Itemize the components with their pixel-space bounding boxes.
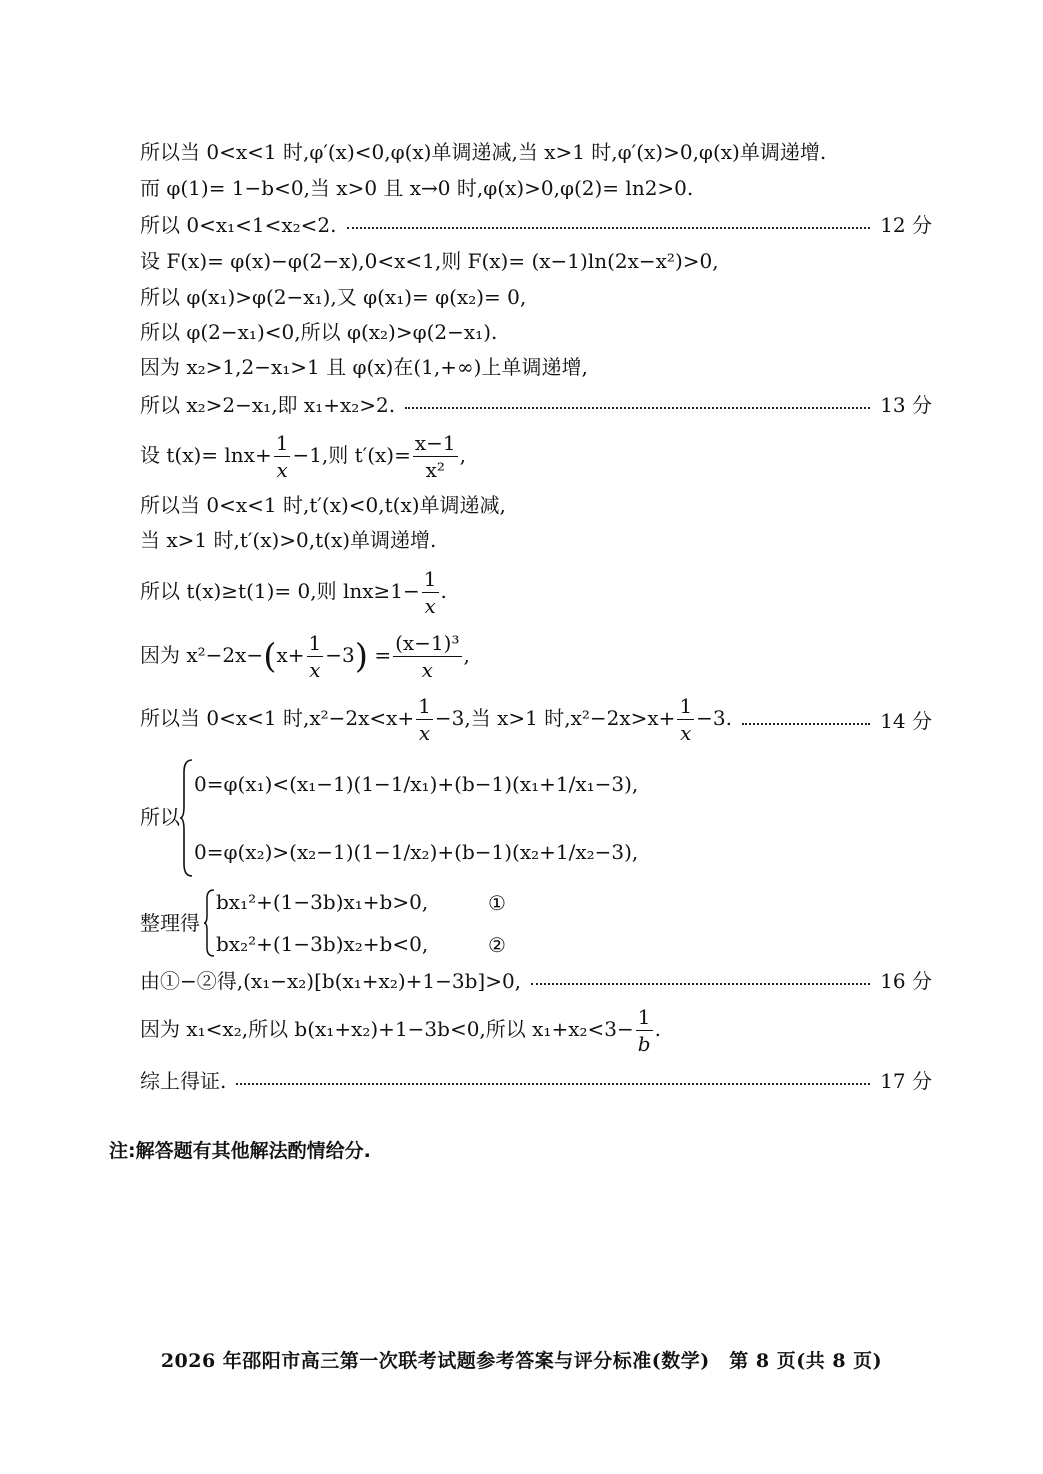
- line-9-pre: 设 t(x)= lnx+: [140, 443, 272, 467]
- dot-leader: [531, 982, 870, 985]
- circled-number-1: ①: [488, 891, 506, 915]
- line-16-post: .: [654, 1017, 661, 1041]
- line-9-mid: −1,则 t′(x)=: [292, 443, 411, 467]
- dot-leader: [405, 406, 870, 409]
- line-4: 设 F(x)= φ(x)−φ(2−x),0<x<1,则 F(x)= (x−1)ln(2x−x²)>0,: [140, 249, 719, 273]
- line-14-mid: −3,当 x>1 时,x²−2x>x+: [434, 705, 676, 730]
- denominator: b: [637, 1032, 651, 1056]
- dot-leader: [742, 722, 870, 725]
- line-9: [140, 430, 466, 480]
- dot-leader: [236, 1082, 870, 1085]
- equals: =: [374, 643, 392, 667]
- right-paren: ): [354, 636, 368, 677]
- line-5: 所以 φ(x₁)>φ(2−x₁),又 φ(x₁)= φ(x₂)= 0,: [140, 285, 527, 309]
- score-14: 14 分: [880, 708, 932, 733]
- numerator: 1: [418, 693, 431, 718]
- system-1-row-1: 0=φ(x₁)<(x₁−1)(1−1/x₁)+(b−1)(x₁+1/x₁−3),: [194, 772, 639, 796]
- line-12-post: .: [440, 579, 447, 603]
- fraction: [416, 695, 433, 744]
- grading-note: 注:解答题有其他解法酌情给分.: [109, 1140, 371, 1162]
- denominator: x²: [425, 458, 445, 482]
- numerator: 1: [308, 631, 322, 655]
- line-14-post: −3.: [696, 705, 733, 730]
- score-13: 13 分: [880, 392, 932, 417]
- line-13-post: ,: [463, 643, 470, 667]
- fraction: [677, 695, 694, 744]
- line-1: 所以当 0<x<1 时,φ′(x)<0,φ(x)单调递减,当 x>1 时,φ′(x)>0,φ(x)单调递增.: [140, 140, 827, 164]
- line-13-in-pre: x+: [276, 643, 305, 667]
- left-paren: (: [263, 636, 277, 677]
- line-16-pre: 因为 x₁<x₂,所以 b(x₁+x₂)+1−3b<0,所以 x₁+x₂<3−: [140, 1017, 634, 1041]
- line-17: [140, 1062, 932, 1096]
- system-1-label: 所以: [140, 805, 180, 829]
- denominator: x: [309, 658, 321, 682]
- fraction: [393, 632, 461, 681]
- line-12: [140, 566, 447, 616]
- line-8: [140, 386, 932, 420]
- system-1-row-2: 0=φ(x₂)>(x₂−1)(1−1/x₂)+(b−1)(x₂+1/x₂−3),: [194, 840, 639, 864]
- system-2-label: 整理得: [140, 911, 200, 935]
- fraction: [307, 632, 324, 681]
- numerator: (x−1)³: [395, 631, 460, 655]
- system-2-row-2: bx₂²+(1−3b)x₂+b<0,: [216, 932, 429, 956]
- denominator: x: [424, 594, 436, 618]
- line-16: [140, 1004, 661, 1054]
- line-9-post: ,: [459, 443, 466, 467]
- line-14-pre: 所以当 0<x<1 时,x²−2x<x+: [140, 705, 415, 730]
- dot-leader: [347, 226, 871, 229]
- line-17-text: 综上得证.: [140, 1068, 227, 1093]
- line-12-pre: 所以 t(x)≥t(1)= 0,则 lnx≥1−: [140, 579, 420, 603]
- system-2-row-1: bx₁²+(1−3b)x₁+b>0,: [216, 890, 429, 914]
- numerator: 1: [275, 431, 289, 455]
- fraction: [413, 432, 458, 481]
- denominator: x: [421, 658, 433, 682]
- page-footer: 2026 年邵阳市高三第一次联考试题参考答案与评分标准(数学) 第 8 页(共 8 页): [160, 1350, 883, 1372]
- left-brace: [204, 888, 216, 958]
- left-brace: [180, 758, 194, 878]
- line-3-text: 所以 0<x₁<1<x₂<2.: [140, 212, 337, 237]
- line-2: 而 φ(1)= 1−b<0,当 x>0 且 x→0 时,φ(x)>0,φ(2)= ln2>0.: [140, 176, 694, 200]
- line-6: 所以 φ(2−x₁)<0,所以 φ(x₂)>φ(2−x₁).: [140, 320, 498, 344]
- score-12: 12 分: [880, 212, 932, 237]
- line-15: [140, 962, 932, 996]
- line-13: [140, 630, 470, 680]
- denominator: x: [418, 720, 431, 745]
- line-8-text: 所以 x₂>2−x₁,即 x₁+x₂>2.: [140, 392, 396, 417]
- fraction: [274, 432, 291, 481]
- line-14: [140, 694, 932, 744]
- line-13-pre: 因为 x²−2x−: [140, 643, 264, 667]
- line-15-text: 由①−②得,(x₁−x₂)[b(x₁+x₂)+1−3b]>0,: [140, 968, 522, 993]
- denominator: x: [276, 458, 288, 482]
- numerator: 1: [679, 693, 693, 718]
- circled-number-2: ②: [488, 933, 506, 957]
- line-3: [140, 206, 932, 240]
- score-17: 17 分: [880, 1068, 932, 1093]
- line-13-in-post: −3: [325, 643, 355, 667]
- score-16: 16 分: [880, 968, 932, 993]
- numerator: 1: [637, 1005, 651, 1029]
- numerator: 1: [423, 567, 437, 591]
- denominator: x: [680, 720, 692, 745]
- numerator: x−1: [414, 431, 456, 455]
- line-7: 因为 x₂>1,2−x₁>1 且 φ(x)在(1,+∞)上单调递增,: [140, 355, 588, 379]
- line-11: 当 x>1 时,t′(x)>0,t(x)单调递增.: [140, 528, 437, 552]
- line-14-text: [140, 695, 732, 744]
- fraction: [636, 1006, 653, 1055]
- line-10: 所以当 0<x<1 时,t′(x)<0,t(x)单调递减,: [140, 493, 506, 517]
- fraction: [422, 568, 439, 617]
